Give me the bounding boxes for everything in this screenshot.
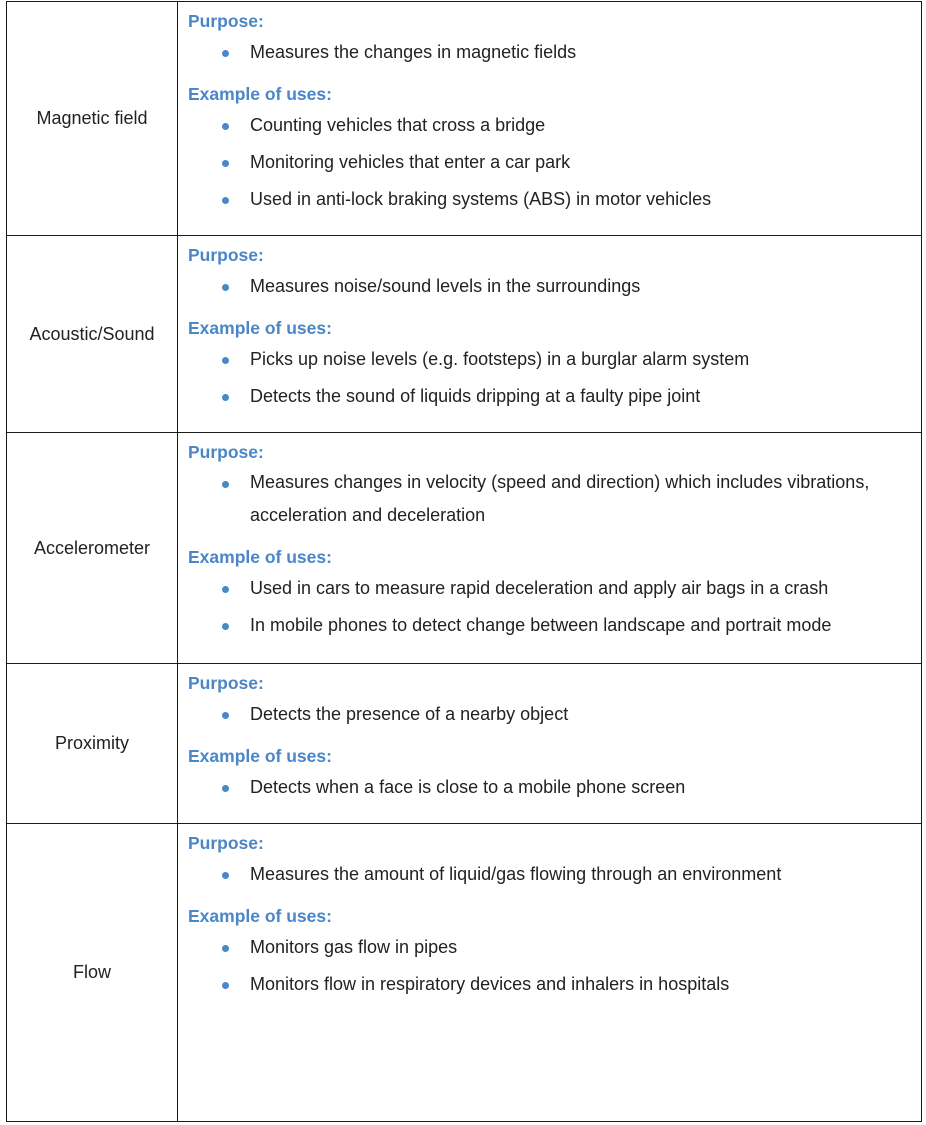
list-item: Picks up noise levels (e.g. footsteps) in a burglar alarm system [188, 342, 913, 376]
list-item: Monitors gas flow in pipes [188, 930, 913, 964]
sensor-name: Flow [7, 824, 178, 1122]
table-row [7, 2, 922, 236]
purpose-list [188, 697, 913, 731]
list-item: Measures noise/sound levels in the surroundings [188, 269, 913, 303]
uses-heading: Example of uses: [188, 84, 332, 104]
list-item: Detects the presence of a nearby object [188, 697, 913, 731]
sensor-name: Acoustic/Sound [7, 236, 178, 433]
uses-list [188, 930, 913, 1001]
uses-list [188, 108, 913, 216]
uses-heading: Example of uses: [188, 547, 332, 567]
table-row [7, 433, 922, 664]
table-row [7, 664, 922, 824]
uses-heading: Example of uses: [188, 906, 332, 926]
purpose-list [188, 466, 913, 532]
list-item: Measures the amount of liquid/gas flowing through an environment [188, 857, 913, 891]
purpose-heading: Purpose: [188, 442, 264, 462]
list-item: Detects the sound of liquids dripping at a faulty pipe joint [188, 379, 913, 413]
uses-list [188, 571, 913, 642]
purpose-heading: Purpose: [188, 245, 264, 265]
sensor-details [178, 664, 922, 824]
list-item: Measures changes in velocity (speed and direction) which includes vibrations, acceleration and deceleration [188, 466, 913, 532]
table-row [7, 236, 922, 433]
sensor-details [178, 2, 922, 236]
sensor-details [178, 824, 922, 1122]
purpose-heading: Purpose: [188, 673, 264, 693]
purpose-list [188, 35, 913, 69]
list-item: Detects when a face is close to a mobile phone screen [188, 770, 913, 804]
list-item: Used in anti-lock braking systems (ABS) in motor vehicles [188, 182, 913, 216]
purpose-heading: Purpose: [188, 833, 264, 853]
list-item: Used in cars to measure rapid deceleration and apply air bags in a crash [188, 571, 913, 605]
sensor-name: Proximity [7, 664, 178, 824]
purpose-list [188, 269, 913, 303]
sensor-details [178, 236, 922, 433]
table-row [7, 824, 922, 1122]
sensor-name: Accelerometer [7, 433, 178, 664]
sensor-details [178, 433, 922, 664]
uses-heading: Example of uses: [188, 746, 332, 766]
list-item: Measures the changes in magnetic fields [188, 35, 913, 69]
uses-list [188, 770, 913, 804]
uses-heading: Example of uses: [188, 318, 332, 338]
sensor-table [6, 1, 922, 1122]
uses-list [188, 342, 913, 413]
list-item: Monitoring vehicles that enter a car park [188, 145, 913, 179]
list-item: Monitors flow in respiratory devices and inhalers in hospitals [188, 967, 913, 1001]
list-item: In mobile phones to detect change between landscape and portrait mode [188, 608, 913, 642]
purpose-heading: Purpose: [188, 11, 264, 31]
purpose-list [188, 857, 913, 891]
sensor-name: Magnetic field [7, 2, 178, 236]
list-item: Counting vehicles that cross a bridge [188, 108, 913, 142]
